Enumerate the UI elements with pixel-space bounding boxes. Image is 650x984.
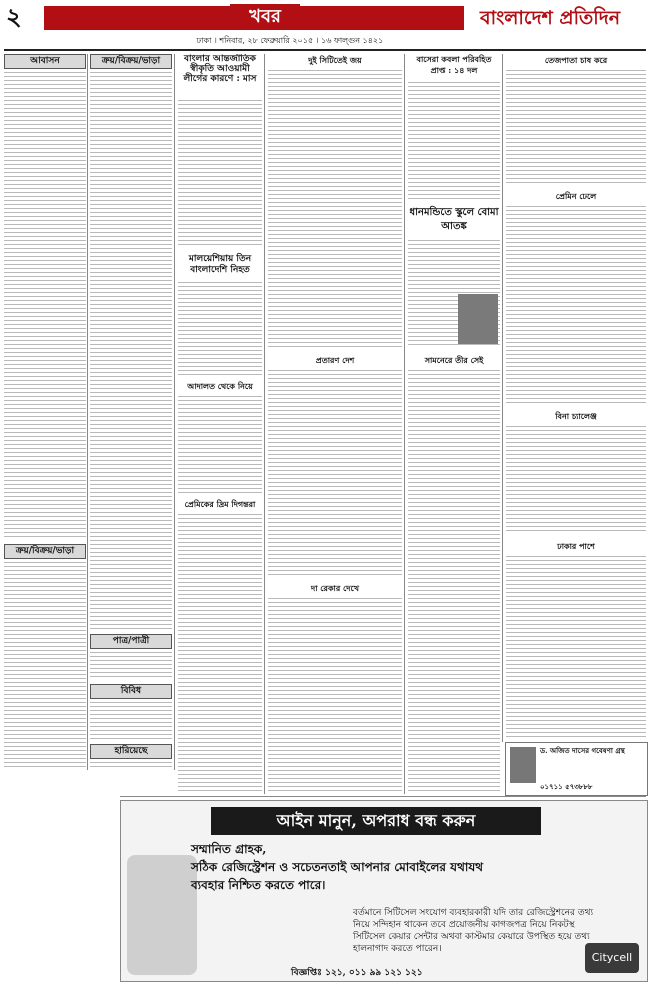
article-body xyxy=(408,368,500,792)
classified-text xyxy=(4,70,86,540)
classified-header: ক্রয়/বিক্রয়/ভাড়া xyxy=(90,54,172,69)
book-phone: ০১৭১১ ৫৭৩৮৮৮ xyxy=(540,782,593,791)
article-body xyxy=(506,424,646,534)
article-body xyxy=(506,204,646,404)
article-title: তেজপাতা চাষ করে xyxy=(544,55,608,65)
column-divider xyxy=(404,54,405,794)
classified-header: পাত্র/পাত্রী xyxy=(90,634,172,649)
article-title: ঢাকার পাশে xyxy=(557,541,595,551)
column-divider xyxy=(502,54,503,742)
classified-header: বিবিধ xyxy=(90,684,172,699)
author-photo xyxy=(510,747,536,783)
book-advertisement xyxy=(505,742,648,796)
article-body xyxy=(268,68,402,348)
classified-text xyxy=(90,760,172,770)
article-title: বিনা চ্যালেঞ্জ xyxy=(555,411,597,421)
article-title: প্রেমিন ঢেলে xyxy=(555,191,597,201)
column-divider xyxy=(87,54,88,770)
masthead-rule xyxy=(4,49,646,51)
classified-text xyxy=(4,560,86,770)
news-column-6 xyxy=(506,54,646,740)
article-body xyxy=(506,68,646,186)
classified-text xyxy=(90,700,172,740)
citycell-advertisement xyxy=(120,800,648,982)
ad-headline: আইন মানুন, অপরাধ বন্ধ করুন xyxy=(211,807,541,835)
ad-message: সঠিক রেজিস্ট্রেশন ও সচেতনতাই আপনার মোবাইলের যথাযথ xyxy=(191,860,484,874)
article-body xyxy=(178,280,262,375)
ad-greeting: সম্মানিত গ্রাহক, xyxy=(191,842,267,856)
classified-column-2 xyxy=(90,54,172,770)
ad-body-text: বর্তমানে সিটিসেল সংযোগ ব্যবহারকারী যদি তার রেজিস্ট্রেশনের তথ্য নিয়ে সন্দিহান থাকেন তবে প্রয়োজনীয় কাগজপত্র নিয়ে নিকটস্থ সিটিসেল কেয়ার সেন্টার অথবা কাস্টমার কেয়ারে উপস্থিত হয়ে তথ্য হালনাগাদ করতে পারেন। xyxy=(353,908,594,954)
article-body xyxy=(268,596,402,792)
classified-text xyxy=(90,650,172,680)
classified-column-1 xyxy=(4,54,86,770)
article-title: বাংলার আন্তর্জাতিক স্বীকৃতি আওয়ামী লীগের কারণে : মাস xyxy=(183,54,257,84)
article-title: প্রতারণ দেশ xyxy=(315,355,355,365)
ad-divider xyxy=(120,796,646,797)
article-title: আদালত থেকে নিয়ে xyxy=(187,381,253,391)
classified-text xyxy=(90,70,172,630)
article-photo xyxy=(458,294,498,344)
article-body xyxy=(178,98,262,248)
article-title: প্রেমিকের দ্রিম দিগন্তরা xyxy=(184,499,256,509)
book-title: ড. অজিত দাসের গবেষণা গ্রন্থ xyxy=(540,746,625,755)
column-divider xyxy=(174,54,175,770)
classified-header: ক্রয়/বিক্রয়/ভাড়া xyxy=(4,544,86,559)
classified-header: আবাসন xyxy=(4,54,86,69)
article-body xyxy=(178,394,262,494)
article-body xyxy=(268,368,402,576)
page-number: ২ xyxy=(6,2,22,31)
article-title: সামনেরে তীর সেই xyxy=(424,355,484,365)
citycell-logo: Citycell xyxy=(585,943,639,973)
classified-header: হারিয়েছে xyxy=(90,744,172,759)
article-body xyxy=(178,512,262,792)
news-column-5 xyxy=(408,54,500,794)
ad-footer: বিজ্ঞপ্তিঃ ১২১, ০১১ ৯৯ ১২১ ১২১ xyxy=(291,968,423,978)
article-title: ধানমন্ডিতে স্কুলে বোমা আতঙ্ক xyxy=(409,207,499,232)
column-divider xyxy=(264,54,265,794)
phone-illustration xyxy=(127,855,197,975)
article-body xyxy=(408,80,500,200)
article-body xyxy=(506,554,646,740)
article-title: মালয়েশিয়ায় তিন বাংলাদেশি নিহত xyxy=(188,254,252,275)
dateline: ঢাকা । শনিবার, ২৮ ফেব্রুয়ারি ২০১৫ । ১৬ ফাল্গুন ১৪২১ xyxy=(196,36,384,45)
article-title: দুই সিটিতেই জয় xyxy=(308,55,362,65)
news-column-3 xyxy=(178,54,262,794)
section-title: খবর xyxy=(230,4,300,30)
article-title: দা রেকার দেখে xyxy=(311,583,359,593)
brand-logo: বাংলাদেশ প্রতিদিন xyxy=(480,7,621,29)
article-title: বাসেরা কবলা পরিবহিত প্রাপ্ত : ১৪ দল xyxy=(416,54,492,75)
ad-message-2: ব্যবহার নিশ্চিত করতে পারে। xyxy=(191,878,326,892)
news-column-4 xyxy=(268,54,402,794)
